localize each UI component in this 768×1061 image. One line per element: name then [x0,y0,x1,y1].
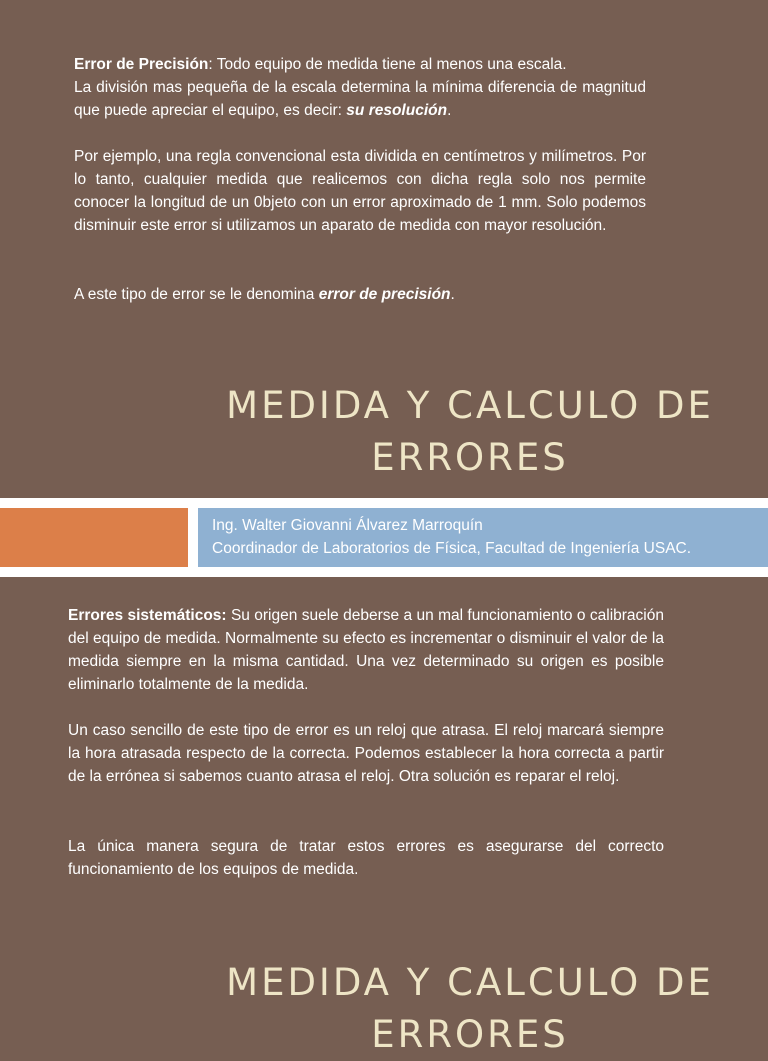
slide-2 [0,577,768,1056]
systematic-errors-paragraph [68,604,664,696]
slide-2-title [210,957,730,1061]
period: . [447,102,452,119]
systematic-errors-definition: Su origen suele deberse a un mal funcionamiento o calibración del equipo de medida. Normalmente su efecto es incrementar o disminuir el valor de la medida siempre en la misma cantidad. Una vez determinado su origen es posible eliminarlo totalmente de la medida. [68,607,664,693]
period: . [450,286,455,303]
precision-error-name-paragraph [74,283,646,306]
orange-accent-block [0,508,188,567]
author-role: Coordinador de Laboratorios de Física, Facultad de Ingeniería USAC. [212,540,692,557]
denomination-text: A este tipo de error se le denomina [74,286,319,303]
title-line-2: ERRORES [371,436,569,479]
author-name: Ing. Walter Giovanni Álvarez Marroquín [212,517,483,534]
slide-1-title [210,380,730,484]
precision-error-definition: La división mas pequeña de la escala determina la mínima diferencia de magnitud que puede apreciar el equipo, es decir: [74,79,646,119]
precision-error-term: Error de Precisión [74,56,209,73]
treatment-paragraph: La única manera segura de tratar estos errores es asegurarse del correcto funcionamiento de los equipos de medida. [68,838,664,878]
systematic-errors-term: Errores sistemáticos: [68,607,227,624]
slide-1 [0,0,768,498]
title-line-1: MEDIDA Y CALCULO DE [226,384,714,427]
precision-error-emphasis: error de precisión [318,286,451,303]
clock-example-paragraph: Un caso sencillo de este tipo de error es un reloj que atrasa. El reloj marcará siempre la hora atrasada respecto de la correcta. Podemos establecer la hora correcta a partir de la errónea si sabemos cuanto atrasa el reloj. Otra solución es reparar el reloj. [68,722,664,785]
resolution-emphasis: su resolución [346,102,448,119]
precision-error-intro: : Todo equipo de medida tiene al menos una escala. [208,56,567,73]
title-line-2: ERRORES [371,1013,569,1056]
ruler-example-paragraph: Por ejemplo, una regla convencional esta dividida en centímetros y milímetros. Por lo tanto, cualquier medida que realicemos con dicha regla solo nos permite conocer la longitud de un 0bjeto con un error aproximado de 1 mm. Solo podemos disminuir este error si utilizamos un aparato de medida con mayor resolución. [74,148,646,234]
precision-error-paragraph [74,53,646,122]
author-info-box [198,508,768,567]
title-line-1: MEDIDA Y CALCULO DE [226,961,714,1004]
